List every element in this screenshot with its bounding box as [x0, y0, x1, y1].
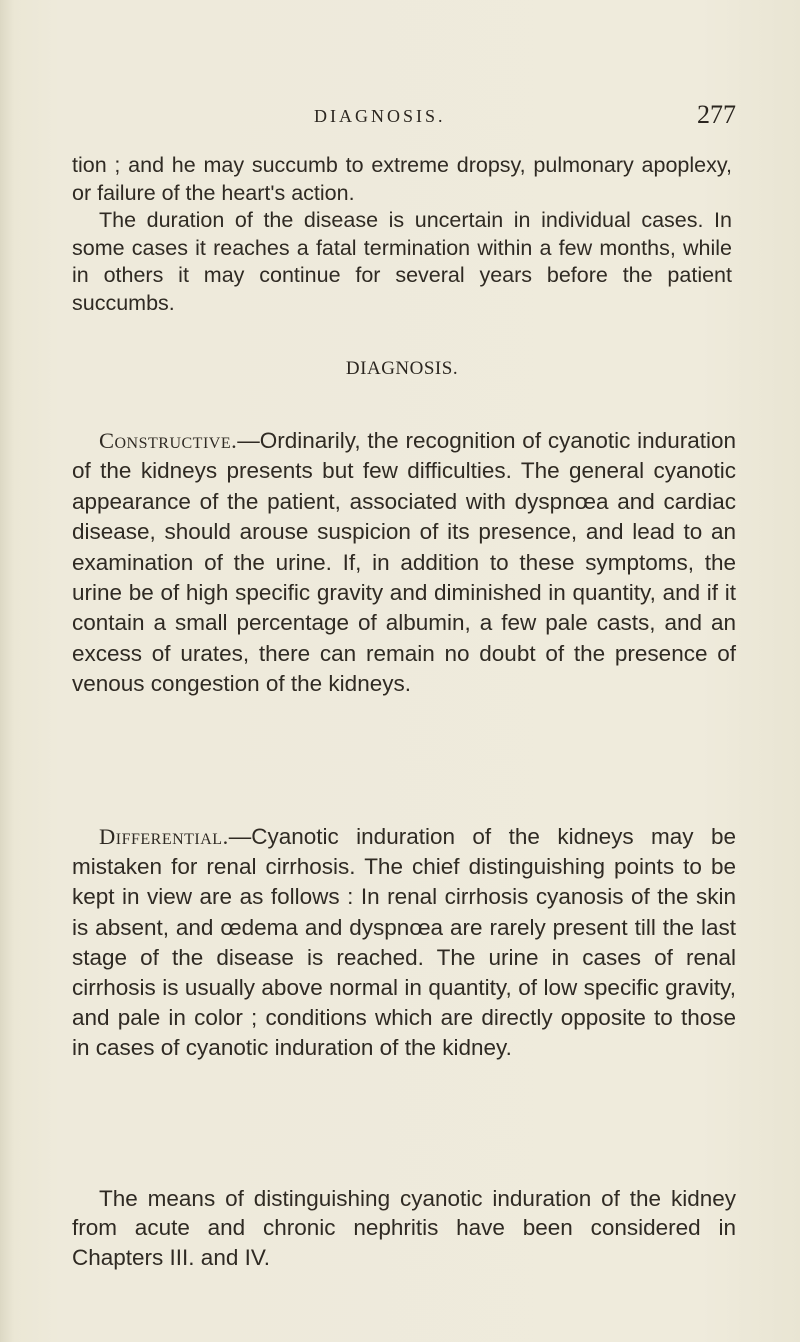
closing-paragraph — [72, 1184, 736, 1272]
constructive-lead: Constructive. — [99, 428, 238, 453]
differential-lead: Differential. — [99, 824, 229, 849]
constructive-paragraph — [72, 426, 736, 700]
running-header — [72, 100, 740, 140]
differential-text: —Cyanotic induration of the kidneys may be mistaken for renal cirrhosis. The chief distinguishing points to be kept in view are as follows : In renal cirrhosis cyanosis of the skin is absent, and œdema and dyspnœa are rarely present till the last stage of the disease is reached. The urine in cases of renal cirrhosis is usually above normal in quantity, of low specific gravity, and pale in color ; conditions which are directly opposite to those in cases of cyanotic induration of the kidney. — [72, 824, 736, 1061]
opening-paragraphs — [72, 152, 732, 318]
section-heading: DIAGNOSIS. — [345, 358, 459, 379]
differential-paragraph — [72, 822, 736, 1064]
constructive-text: —Ordinarily, the recognition of cyanotic induration of the kidneys presents but few difficulties. The general cyanotic appearance of the patient, associated with dyspnœa and cardiac disease, should arouse suspicion of its presence, and lead to an examination of the urine. If, in addition to these symptoms, the urine be of high specific gravity and diminished in quantity, and if it contain a small percentage of albumin, a few pale casts, and an excess of urates, there can remain no doubt of the presence of venous congestion of the kidneys. — [72, 428, 736, 697]
running-title: DIAGNOSIS. — [314, 106, 446, 126]
paragraph-continuation: tion ; and he may succumb to extreme dropsy, pulmonary apoplexy, or failure of the heart's action. — [72, 153, 732, 205]
page-number: 277 — [697, 100, 736, 129]
paragraph-duration: The duration of the disease is uncertain in individual cases. In some cases it reaches a fatal termination within a few months, while in others it may continue for several years before the patient succumbs. — [72, 208, 732, 315]
closing-text: The means of distinguishing cyanotic induration of the kidney from acute and chronic nephritis have been considered in Chapters III. and IV. — [72, 1186, 736, 1270]
